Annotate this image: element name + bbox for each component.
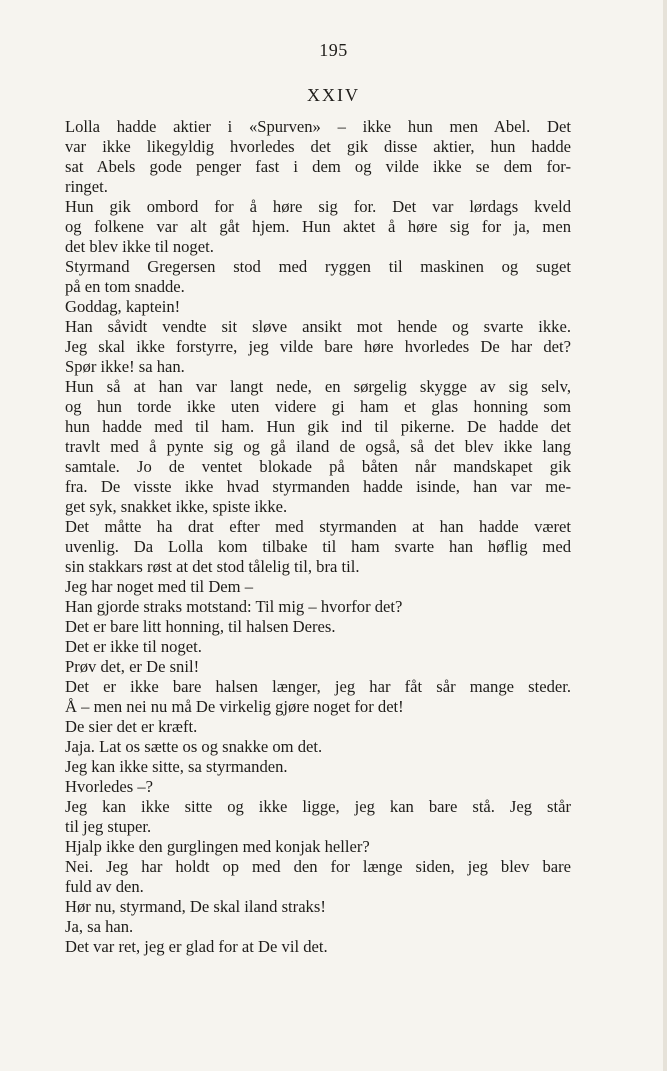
text-line: Hjalp ikke den gurglingen med konjak heller? [65, 837, 370, 856]
text-line: Det er ikke til noget. [65, 637, 202, 656]
text-line: var ikke likegyldig hvorledes det gik disse aktier, hun hadde [65, 137, 571, 156]
text-line: Ja, sa han. [65, 917, 134, 936]
text-line: samtale. Jo de ventet blokade på båten når mandskapet gik [65, 457, 571, 476]
text-line: Han gjorde straks motstand: Til mig – hvorfor det? [65, 597, 403, 616]
text-line: sin stakkars røst at det stod tålelig til, bra til. [65, 557, 360, 576]
text-line: De sier det er kræft. [65, 717, 198, 736]
text-line: Spør ikke! sa han. [65, 357, 185, 376]
text-line: sat Abels gode penger fast i dem og vilde ikke se dem for- [65, 157, 571, 176]
page-number: 195 [319, 40, 348, 60]
text-line: og hun torde ikke uten videre gi ham et glas honning som [65, 397, 571, 416]
text-line: Hvorledes –? [65, 777, 154, 796]
text-line: fra. De visste ikke hvad styrmanden hadde isinde, han var me- [65, 477, 571, 496]
text-line: Det er bare litt honning, til halsen Deres. [65, 617, 336, 636]
text-line: Jaja. Lat os sætte os og snakke om det. [65, 737, 323, 756]
text-line: Prøv det, er De snil! [65, 657, 200, 676]
text-line: get syk, snakket ikke, spiste ikke. [65, 497, 288, 516]
text-line: travlt med å pynte sig og gå iland de også, så det blev ikke lang [65, 437, 571, 456]
text-line: ringet. [65, 177, 108, 196]
text-line: hun hadde med til ham. Hun gik ind til pikerne. De hadde det [65, 417, 571, 436]
chapter-title: XXIV [307, 85, 360, 105]
text-line: uvenlig. Da Lolla kom tilbake til ham svarte han høflig med [65, 537, 571, 556]
page-edge [663, 0, 667, 1071]
text-line: til jeg stuper. [65, 817, 152, 836]
text-line: fuld av den. [65, 877, 144, 896]
text-line: Jeg skal ikke forstyrre, jeg vilde bare høre hvorledes De har det? [65, 337, 571, 356]
text-line: på en tom snadde. [65, 277, 185, 296]
text-line: Jeg kan ikke sitte, sa styrmanden. [65, 757, 288, 776]
text-line: Hun gik ombord for å høre sig for. Det var lørdags kveld [65, 197, 571, 216]
text-line: Styrmand Gregersen stod med ryggen til maskinen og suget [65, 257, 571, 276]
text-line: Jeg har noget med til Dem – [65, 577, 254, 596]
text-line: Nei. Jeg har holdt op med den for længe siden, jeg blev bare [65, 857, 571, 876]
text-line: Det er ikke bare halsen længer, jeg har fåt sår mange steder. [65, 677, 571, 696]
text-line: Det var ret, jeg er glad for at De vil det. [65, 937, 328, 956]
text-line: Hun så at han var langt nede, en sørgelig skygge av sig selv, [65, 377, 571, 396]
text-line: Jeg kan ikke sitte og ikke ligge, jeg kan bare stå. Jeg står [65, 797, 571, 816]
text-line: Goddag, kaptein! [65, 297, 181, 316]
text-line: det blev ikke til noget. [65, 237, 214, 256]
text-line: Å – men nei nu må De virkelig gjøre noget for det! [65, 697, 404, 716]
text-line: Han såvidt vendte sit sløve ansikt mot hende og svarte ikke. [65, 317, 571, 336]
text-line: Det måtte ha drat efter med styrmanden at han hadde været [65, 517, 571, 536]
text-line: Lolla hadde aktier i «Spurven» – ikke hun men Abel. Det [65, 117, 571, 136]
text-line: Hør nu, styrmand, De skal iland straks! [65, 897, 326, 916]
text-line: og folkene var alt gåt hjem. Hun aktet å høre sig for ja, men [65, 217, 571, 236]
body-text [65, 117, 571, 957]
